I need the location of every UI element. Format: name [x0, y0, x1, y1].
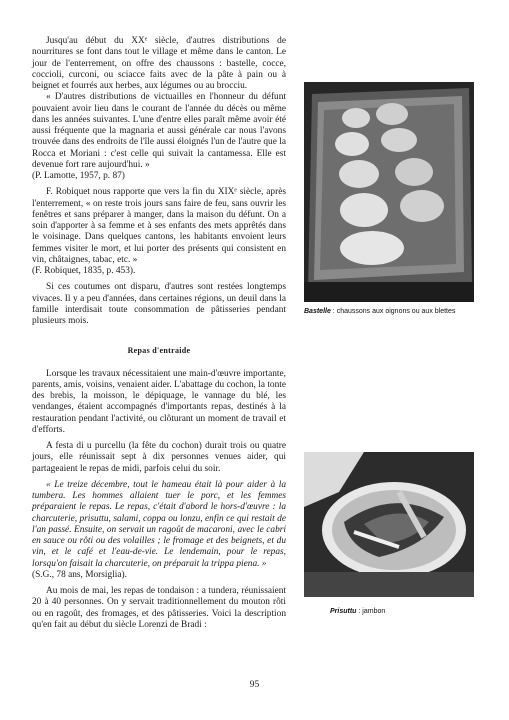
page-number: 95	[249, 680, 260, 690]
quote-lamotte: « D'autres distributions de victuailles en l'honneur du défunt pouvaient avoir lieu dans le courant de l'année du décès ou même dans les années suivantes. L'une d'entre elles paraît même avoir été aussi fréquente que la magnaria et aussi générale car nous l'avons trouvée dans des endroits de l'île aussi éloignés l'un de l'autre que la Rocca et Moriani : c'est celle qui suivait la cantamessa. Elle est devenue fort rare aujourd'hui. »	[32, 92, 286, 170]
caption-bastelle	[304, 307, 484, 316]
caption-text: : jambon	[356, 608, 386, 615]
caption-term: Prisuttu	[330, 608, 357, 615]
reference-robiquet: (F. Robiquet, 1835, p. 453).	[32, 266, 136, 276]
section-heading: Repas d'entraide	[127, 346, 191, 356]
text-column	[32, 36, 286, 631]
caption-prisuttu	[330, 607, 509, 616]
photo-bastelle	[304, 82, 474, 302]
paragraph-purcellu: A festa di u purcellu (la fête du cochon) durait trois ou quatre jours, elle réunissait sept à dix personnes venues aider, qui partageaient le repas de midi, parfois celui du soir.	[32, 441, 286, 474]
paragraph-robiquet: F. Robiquet nous rapporte que vers la fin du XIXᵉ siècle, après l'enterrement, « on reste trois jours sans faire de feu, sans ouvrir les fenêtres et sans préparer à manger, dans la maison du défunt. On a soin d'apporter à sa femme et à ses enfants des mets apprêtés dans le voisinage. Dans quelques cantons, les habitants envoient leurs femmes visiter le mort, et lui porter des présents qui consistent en vin, châtaignes, tabac, etc. »	[32, 187, 286, 265]
paragraph-coutumes: Si ces coutumes ont disparu, d'autres sont restées longtemps vivaces. Il y a peu d'années, dans certaines régions, un deuil dans la famille interdisait toute consommation de pâtisseries pendant plusieurs mois.	[32, 282, 286, 326]
paragraph-entraide: Lorsque les travaux nécessitaient une main-d'œuvre importante, parents, amis, voisins, venaient aider. L'abattage du cochon, la tonte des brebis, la moisson, le dépiquage, le vannage du blé, les vendanges, étaient accompagnés d'importants repas, destinés à la restauration pendant l'activité, ou clôturant un moment de travail et d'efforts.	[32, 368, 286, 435]
photo-prisuttu	[304, 452, 474, 597]
caption-term: Bastelle	[304, 308, 331, 315]
quote-tumbera: « Le treize décembre, tout le hameau était là pour aider à la tumbera. Les hommes allaient tuer le porc, et les femmes préparaient le repas. Le repas, c'était d'abord le hors-d'œuvre : la charcuterie, prisuttu, salami, coppa ou lonzu, enfin ce qui restait de l'an passé. Ensuite, on servait un ragoût de macaroni, avec le cabri en sauce ou rôti ou des volailles ; le fromage et des beignets, et du vin, et le café et l'eau-de-vie. Le lendemain, pour le repas, lorsqu'on faisait la charcuterie, on préparait la trippa piena. »	[32, 479, 286, 569]
paragraph-tondaison: Au mois de mai, les repas de tondaison : a tundera, réunissaient 20 à 40 personnes. On y servait traditionnellement du mouton rôti ou en ragoût, des fromages, et des pâtisseries. Voici la description qu'en fait au début du siècle Lorenzi de Bradi :	[32, 586, 286, 630]
reference-morsiglia: (S.G., 78 ans, Morsiglia).	[32, 569, 127, 580]
paragraph-distributions: Jusqu'au début du XXᵉ siècle, d'autres distributions de nourritures se font dans tout le village et même dans le canton. Le jour de l'enterrement, on offre des chaussons : bastelle, cocce, coccioli, curconi, ou sciacce faits avec de la pâte à pain ou à beignet et fourrés aux herbes, aux légumes ou au brocciu.	[32, 36, 286, 91]
reference-lamotte: (P. Lamotte, 1957, p. 87)	[32, 171, 125, 181]
caption-text: : chaussons aux oignons ou aux blettes	[330, 308, 456, 315]
